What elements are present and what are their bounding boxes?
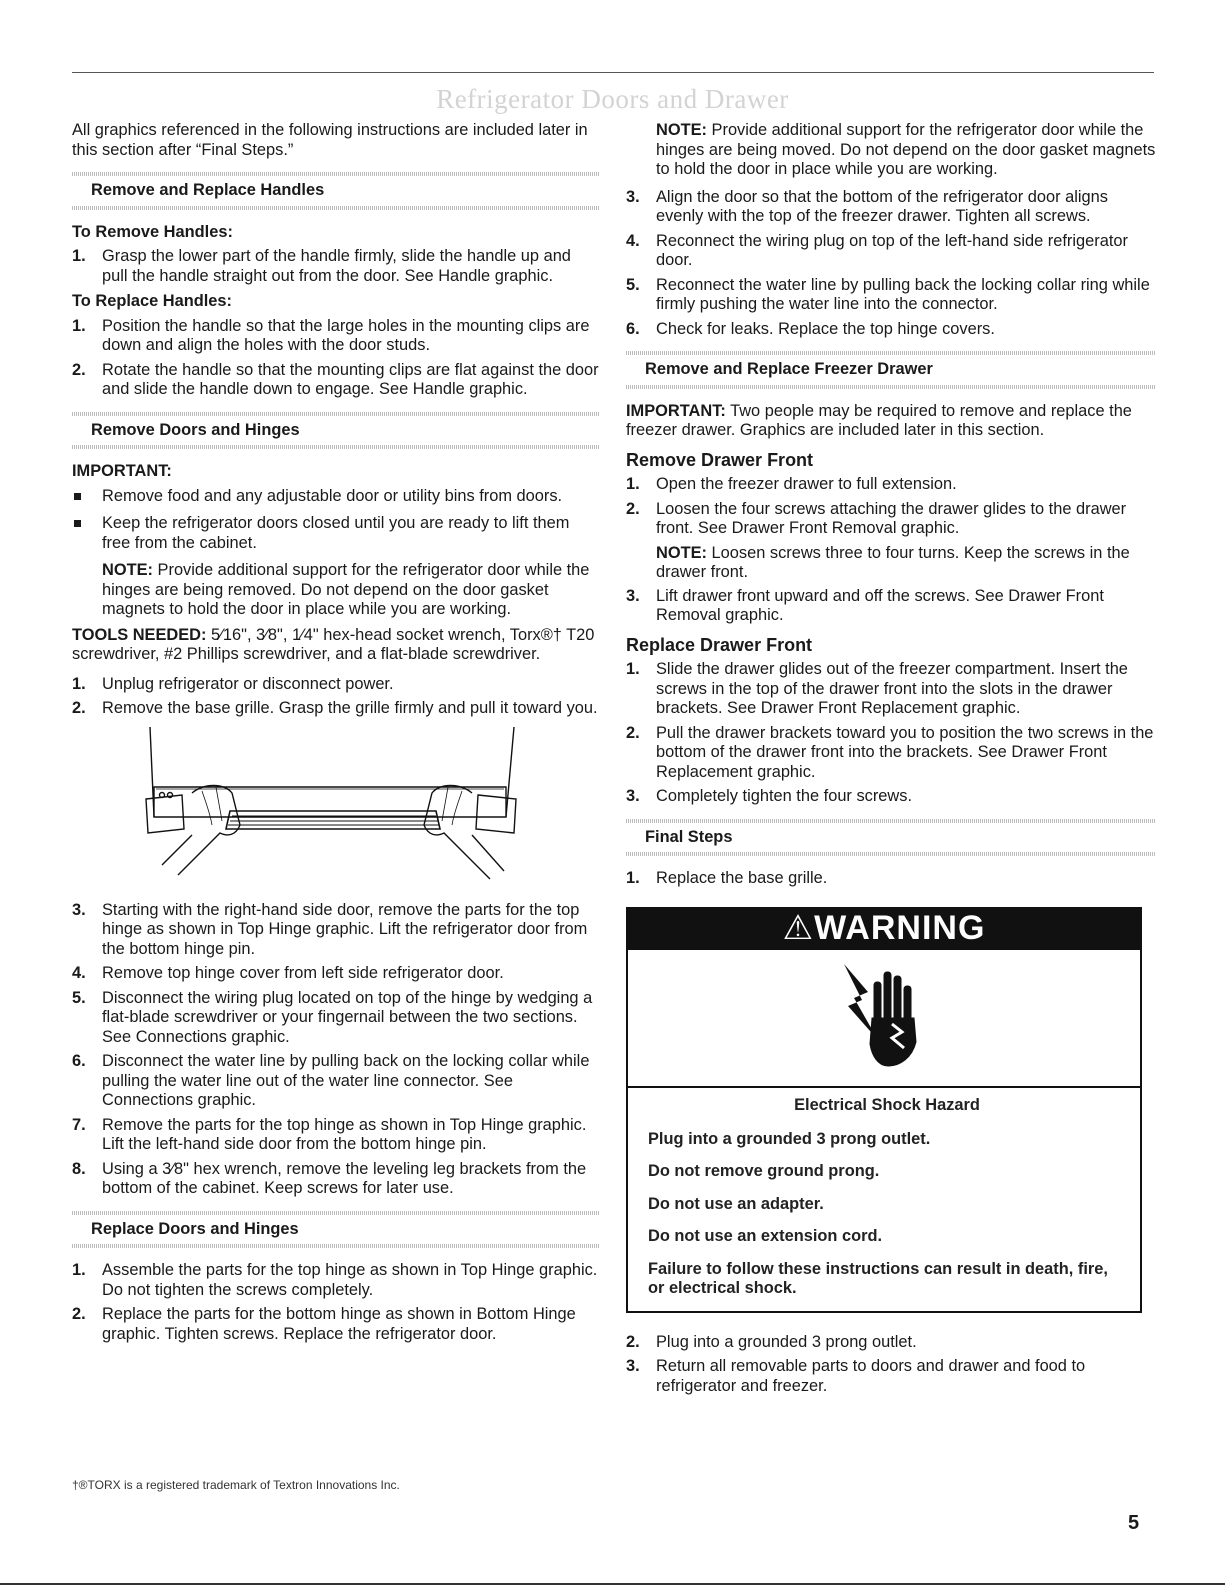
- replace-handles-steps: [72, 317, 600, 400]
- section-title: Remove and Replace Freezer Drawer: [645, 360, 933, 378]
- remove-handles-steps: [72, 247, 600, 286]
- list-item: 2. Loosen the four screws attaching the drawer glides to the drawer front. See Drawer Front Removal graphic.: [626, 499, 1127, 537]
- right-column: [626, 121, 1156, 1402]
- warning-box: [626, 907, 1142, 1313]
- electrical-shock-icon: [834, 962, 934, 1072]
- list-item: 1. Assemble the parts for the top hinge as shown in Top Hinge graphic. Do not tighten the screws completely.: [72, 1261, 598, 1299]
- warning-triangle-icon: ⚠: [782, 908, 815, 947]
- bullet-square-icon: [74, 520, 81, 527]
- list-item: 4. Remove top hinge cover from left side refrigerator door.: [72, 964, 504, 982]
- list-item: 6. Disconnect the water line by pulling back on the locking collar while pulling the water line out of the water line connector. See Connections graphic.: [72, 1052, 590, 1109]
- list-item: 3. Return all removable parts to doors and drawer and food to refrigerator and freezer.: [626, 1357, 1086, 1395]
- final-steps-b: [626, 1333, 1156, 1397]
- remove-doors-steps-b: [72, 901, 600, 1199]
- remove-drawer-steps-b: [626, 587, 1156, 626]
- warning-banner: ⚠WARNING: [628, 909, 1140, 951]
- remove-drawer-front-title: Remove Drawer Front: [626, 449, 814, 470]
- hazard-title: Electrical Shock Hazard: [794, 1096, 980, 1114]
- page-number: 5: [1128, 1512, 1140, 1534]
- list-item: Keep the refrigerator doors closed until you are ready to lift them free from the cabinet.: [72, 514, 600, 553]
- list-item: 1. Slide the drawer glides out of the freezer compartment. Insert the screws in the top of the drawer front into the slots in the drawer brackets. See Drawer Front Replacement graphic.: [626, 660, 1128, 717]
- section-header-freezer: [626, 351, 1156, 389]
- base-grille-graphic: [132, 725, 552, 893]
- left-column: [72, 121, 600, 1350]
- important-label: IMPORTANT:: [72, 462, 172, 480]
- note-text: NOTE: Provide additional support for the refrigerator door while the hinges are being moved. Do not depend on the door gasket magnets to hold the door in place while you are working.: [656, 121, 1156, 178]
- section-header-handles: [72, 172, 600, 210]
- warning-line: Plug into a grounded 3 prong outlet.: [648, 1129, 931, 1148]
- replace-doors-steps: [72, 1261, 600, 1344]
- warning-body: [628, 1088, 1140, 1311]
- section-rule: [72, 1244, 600, 1248]
- section-header-final: [626, 819, 1156, 857]
- list-item: 2. Remove the base grille. Grasp the grille firmly and pull it toward you.: [72, 699, 598, 717]
- section-rule: [72, 445, 600, 449]
- remove-doors-steps-a: [72, 675, 600, 719]
- list-item: 2. Pull the drawer brackets toward you to position the two screws in the bottom of the drawer front into the brackets. See Drawer Front Replacement graphic.: [626, 723, 1154, 781]
- note-text: NOTE: Loosen screws three to four turns. Keep the screws in the drawer front.: [656, 543, 1130, 581]
- warning-line: Failure to follow these instructions can result in death, fire, or electrical shock.: [648, 1259, 1108, 1297]
- list-item: 5. Reconnect the water line by pulling back the locking collar ring while firmly pushing the water line into the connector.: [626, 275, 1150, 313]
- list-item: 1. Unplug refrigerator or disconnect power.: [72, 674, 394, 693]
- intro-text: All graphics referenced in the following instructions are included later in this section after “Final Steps.”: [72, 121, 588, 159]
- list-item: 8. Using a 3⁄8" hex wrench, remove the leveling leg brackets from the bottom of the cabinet. Keep screws for later use.: [72, 1159, 587, 1197]
- tools-needed: TOOLS NEEDED: 5⁄16", 3⁄8", 1⁄4" hex-head socket wrench, Torx®† T20 screwdriver, #2 Phillips screwdriver, and a flat-blade screwdriver.: [72, 625, 595, 663]
- list-item: 7. Remove the parts for the top hinge as shown in Top Hinge graphic. Lift the left-hand side door from the bottom hinge pin.: [72, 1115, 587, 1153]
- section-title: Remove and Replace Handles: [91, 181, 325, 199]
- list-item: 2. Plug into a grounded 3 prong outlet.: [626, 1332, 917, 1351]
- list-item: 5. Disconnect the wiring plug located on top of the hinge by wedging a flat-blade screwdriver or your fingernail between the two sections. See Connections graphic.: [72, 988, 593, 1046]
- section-rule: [72, 206, 600, 210]
- list-item: 3. Align the door so that the bottom of the refrigerator door aligns evenly with the top of the freezer drawer. Tighten all screws.: [626, 187, 1108, 225]
- section-rule: [626, 852, 1156, 856]
- replace-drawer-steps: [626, 660, 1156, 807]
- note-text: NOTE: Provide additional support for the refrigerator door while the hinges are being removed. Do not depend on the door gasket magnets to hold the door in place while you are working.: [102, 561, 590, 618]
- top-rule: [72, 72, 1154, 73]
- list-item: 1. Replace the base grille.: [626, 869, 828, 887]
- list-item: 1. Open the freezer drawer to full extension.: [626, 475, 957, 493]
- list-item: 2. Replace the parts for the bottom hinge as shown in Bottom Hinge graphic. Tighten screws. Replace the refrigerator door.: [72, 1305, 576, 1343]
- section-title: Remove Doors and Hinges: [91, 420, 300, 439]
- remove-handles-title: To Remove Handles:: [72, 222, 233, 241]
- section-rule: [626, 385, 1156, 389]
- remove-drawer-steps-a: [626, 475, 1156, 539]
- list-item: 1. Grasp the lower part of the handle firmly, slide the handle up and pull the handle straight out from the door. See Handle graphic.: [72, 247, 571, 285]
- warning-line: Do not remove ground prong.: [648, 1162, 880, 1180]
- warning-line: Do not use an extension cord.: [648, 1227, 883, 1245]
- replace-doors-steps-continued: [626, 188, 1156, 340]
- base-grille-illustration: [132, 725, 552, 893]
- list-item: 4. Reconnect the wiring plug on top of the left-hand side refrigerator door.: [626, 231, 1128, 269]
- list-item: 3. Lift drawer front upward and off the screws. See Drawer Front Removal graphic.: [626, 586, 1104, 624]
- section-title: Final Steps: [645, 827, 733, 846]
- list-item: 3. Starting with the right-hand side door, remove the parts for the top hinge as shown in Top Hinge graphic. Lift the refrigerator door from the bottom hinge pin.: [72, 900, 588, 958]
- section-header-replace-doors: [72, 1211, 600, 1249]
- important-bullets: [72, 487, 600, 554]
- section-header-doors: [72, 412, 600, 450]
- replace-handles-title: To Replace Handles:: [72, 292, 233, 310]
- warning-line: Do not use an adapter.: [648, 1194, 824, 1213]
- warning-icon-area: [628, 950, 1140, 1088]
- list-item: Remove food and any adjustable door or utility bins from doors.: [72, 487, 600, 507]
- final-steps-a: [626, 869, 1156, 889]
- list-item: 2. Rotate the handle so that the mounting clips are flat against the door and slide the handle down to engage. See Handle graphic.: [72, 360, 599, 398]
- list-item: 1. Position the handle so that the large holes in the mounting clips are down and align the holes with the door studs.: [72, 316, 590, 354]
- list-item: 3. Completely tighten the four screws.: [626, 787, 912, 805]
- list-item: 6. Check for leaks. Replace the top hinge covers.: [626, 319, 995, 338]
- important-text: IMPORTANT: Two people may be required to remove and replace the freezer drawer. Graphics are included later in this section.: [626, 401, 1132, 439]
- footnote: †®TORX is a registered trademark of Textron Innovations Inc.: [72, 1478, 400, 1492]
- replace-drawer-front-title: Replace Drawer Front: [626, 634, 813, 655]
- section-title: Replace Doors and Hinges: [91, 1219, 299, 1238]
- page-title: Refrigerator Doors and Drawer: [436, 84, 789, 114]
- bullet-square-icon: [74, 493, 81, 500]
